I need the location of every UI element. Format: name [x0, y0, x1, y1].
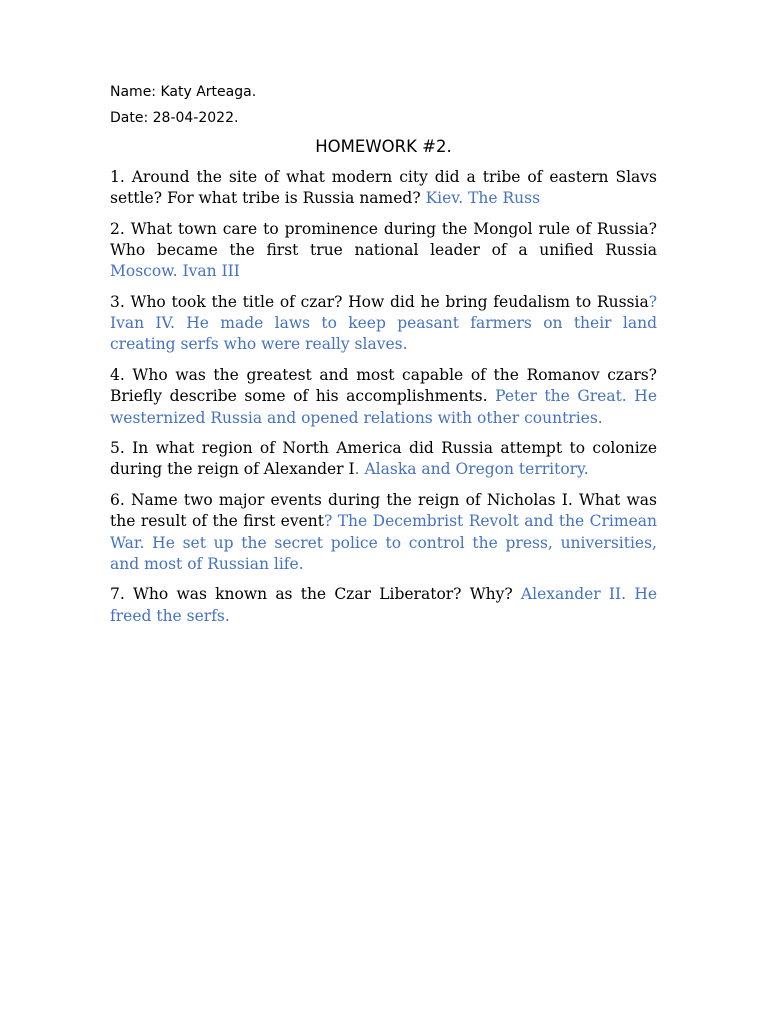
question-text: 2. What town care to prominence during the Mongol rule of Russia? Who became the first true national leader of a unified Russia: [110, 219, 657, 260]
question-item-5: [110, 438, 657, 480]
question-text: 5. In what region of North America did Russia attempt to colonize during the reign of Alexander I: [110, 439, 657, 479]
question-item-6: [110, 490, 657, 575]
answer-text: ? The Decembrist Revolt and the Crimean War. He set up the secret police to control the press, universities, and most of Russian life.: [110, 512, 657, 573]
question-text: 7. Who was known as the Czar Liberator? Why?: [110, 585, 513, 604]
question-item-2: [110, 219, 657, 283]
question-item-1: [110, 167, 657, 209]
answer-text: ? Ivan IV. He made laws to keep peasant farmers on their land creating serfs who were really slaves.: [110, 293, 657, 354]
question-text: 4. Who was the greatest and most capable of the Romanov czars? Briefly describe some of his accomplishments.: [110, 366, 657, 406]
question-item-7: [110, 584, 657, 626]
question-text: 6. Name two major events during the reign of Nicholas I. What was the result of the first event: [110, 491, 657, 531]
page-title: HOMEWORK #2.: [315, 137, 452, 156]
student-name: Name: Katy Arteaga.: [110, 84, 257, 100]
document-page: [110, 84, 657, 636]
answer-text: Moscow. Ivan III: [110, 262, 240, 281]
answer-text: Alexander II. He freed the serfs.: [110, 585, 658, 625]
question-item-3: [110, 292, 657, 356]
date-line: Date: 28-04-2022.: [110, 110, 239, 126]
answer-text: . Alaska and Oregon territory.: [354, 460, 589, 479]
question-text: 3. Who took the title of czar? How did he bring feudalism to Russia: [110, 293, 649, 312]
answer-text: Peter the Great. He westernized Russia and opened relations with other countries.: [110, 387, 657, 427]
question-text: 1. Around the site of what modern city did a tribe of eastern Slavs settle? For what tribe is Russia named?: [110, 168, 657, 208]
question-item-4: [110, 365, 657, 429]
answer-text: Kiev. The Russ: [420, 189, 541, 208]
